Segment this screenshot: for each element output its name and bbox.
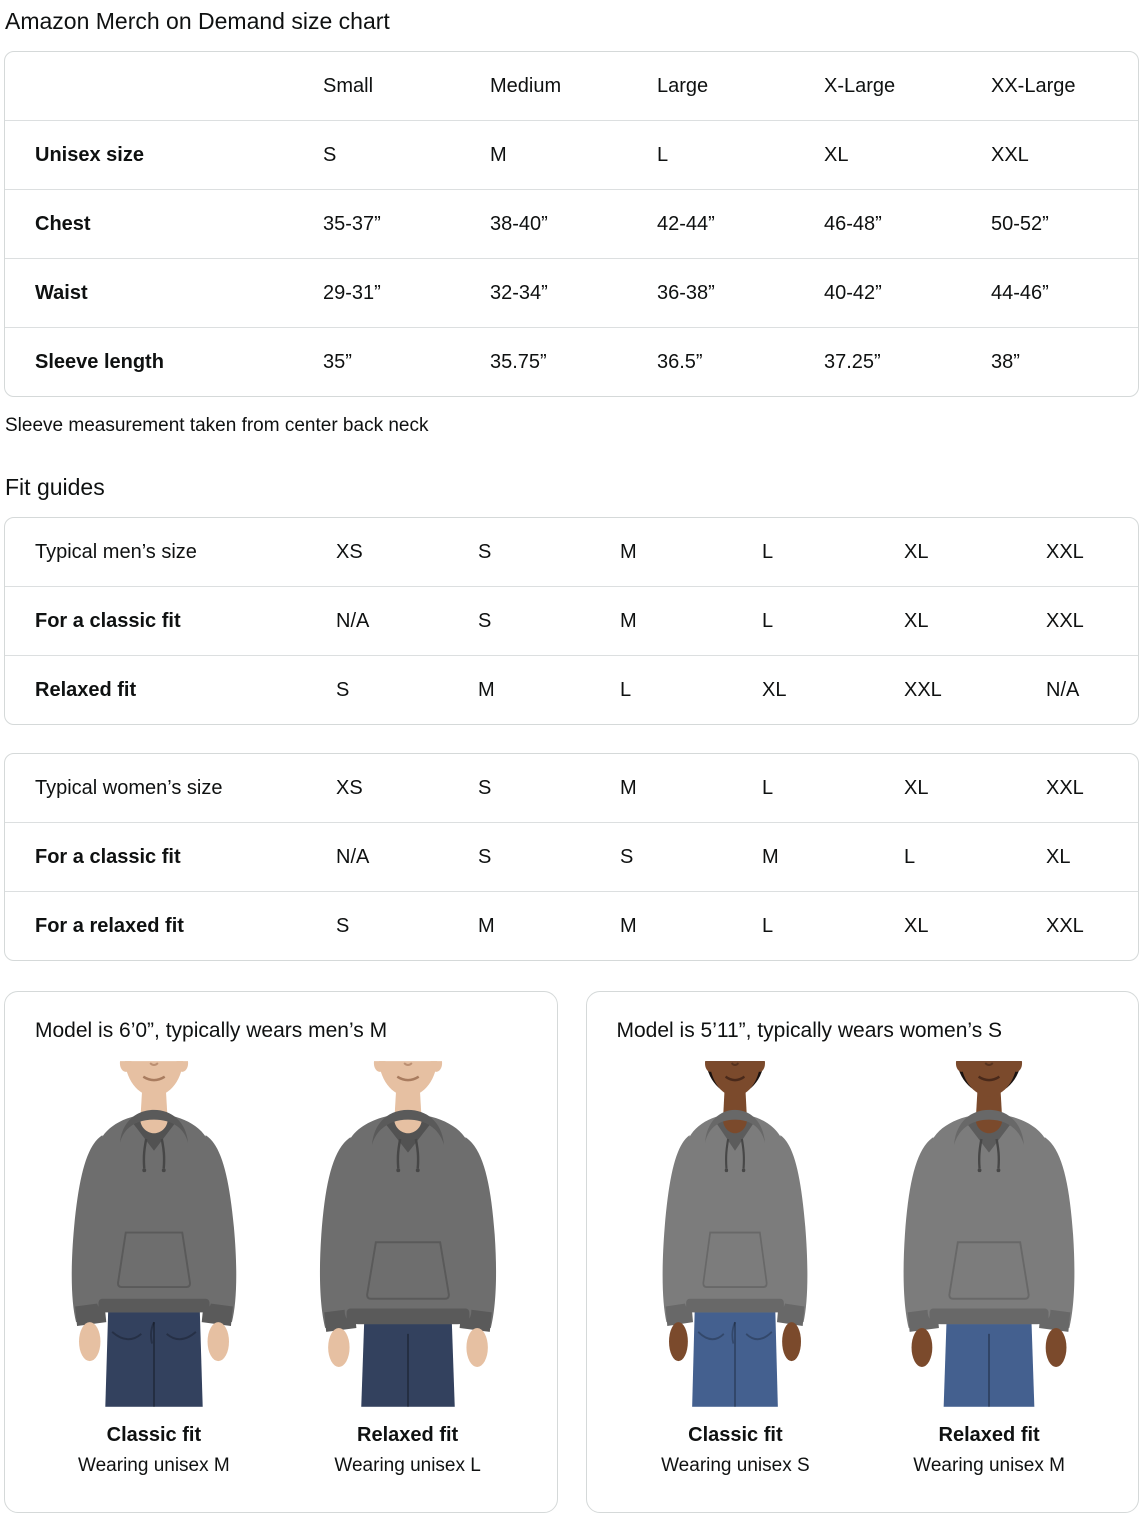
- wearing-label: Wearing unisex M: [913, 1455, 1065, 1476]
- figure-caption: [285, 1422, 531, 1479]
- size-cell: M: [490, 144, 507, 166]
- model-cards: [4, 991, 1139, 1513]
- fit-label: Classic fit: [688, 1424, 783, 1446]
- model-card-men: [4, 991, 558, 1513]
- row-label: For a classic fit: [5, 822, 336, 891]
- size-cell: 44-46”: [991, 258, 1138, 327]
- row-label: Sleeve length: [5, 327, 323, 396]
- model-figure: [31, 1058, 277, 1479]
- fit-guide-women-table: [4, 753, 1139, 961]
- size-cell: XL: [1046, 822, 1138, 891]
- size-cell: XXL: [1046, 777, 1084, 799]
- size-cell: S: [620, 822, 762, 891]
- size-cell: XL: [904, 777, 929, 799]
- size-table-col-header: X-Large: [824, 52, 991, 121]
- size-cell: 50-52”: [991, 189, 1138, 258]
- size-cell: M: [620, 541, 637, 563]
- row-label: For a classic fit: [5, 586, 336, 655]
- table-row: [5, 891, 1138, 960]
- size-cell: L: [762, 586, 904, 655]
- size-cell: S: [478, 586, 620, 655]
- size-cell: S: [478, 822, 620, 891]
- size-cell: 35.75”: [490, 327, 657, 396]
- size-cell: S: [478, 541, 492, 563]
- wearing-label: Wearing unisex L: [334, 1455, 481, 1476]
- row-label: For a relaxed fit: [5, 891, 336, 960]
- size-cell: XL: [904, 541, 929, 563]
- row-label: Typical women’s size: [35, 777, 223, 799]
- wearing-label: Wearing unisex M: [78, 1455, 230, 1476]
- table-row: [5, 327, 1138, 396]
- table-row: [5, 258, 1138, 327]
- size-table-col-header: Large: [657, 52, 824, 121]
- size-cell: 36-38”: [657, 258, 824, 327]
- row-label: Unisex size: [35, 144, 144, 166]
- row-label: Chest: [5, 189, 323, 258]
- size-cell: XL: [762, 655, 904, 724]
- size-cell: L: [620, 655, 762, 724]
- size-table-col-header: Medium: [490, 52, 657, 121]
- size-cell: XXL: [1046, 541, 1084, 563]
- size-cell: 35”: [323, 327, 490, 396]
- size-cell: XL: [824, 144, 849, 166]
- row-label: Typical men’s size: [35, 541, 197, 563]
- fit-label: Relaxed fit: [357, 1424, 459, 1446]
- size-table-col-header: XX-Large: [991, 52, 1138, 121]
- table-row: [5, 121, 1138, 189]
- size-cell: S: [323, 144, 337, 166]
- size-cell: S: [478, 777, 492, 799]
- size-cell: N/A: [1046, 655, 1138, 724]
- model-figures-row: [27, 1058, 535, 1479]
- size-cell: XXL: [904, 655, 1046, 724]
- size-cell: N/A: [336, 586, 478, 655]
- size-cell: 32-34”: [490, 258, 657, 327]
- size-cell: M: [478, 655, 620, 724]
- size-cell: XXL: [1046, 891, 1138, 960]
- female-relaxed-fit-model-photo: [877, 1058, 1101, 1410]
- size-cell: M: [762, 822, 904, 891]
- size-cell: 46-48”: [824, 189, 991, 258]
- size-cell: L: [762, 891, 904, 960]
- size-cell: 38”: [991, 327, 1138, 396]
- table-row: [5, 754, 1138, 822]
- size-cell: XL: [904, 586, 1046, 655]
- fit-label: Relaxed fit: [938, 1424, 1040, 1446]
- model-figure: [866, 1058, 1112, 1479]
- row-label: Waist: [5, 258, 323, 327]
- male-classic-fit-model-photo: [42, 1058, 266, 1410]
- size-cell: N/A: [336, 822, 478, 891]
- size-cell: XXL: [991, 144, 1029, 166]
- table-row: [5, 822, 1138, 891]
- female-classic-fit-model-photo: [623, 1058, 847, 1410]
- size-cell: M: [620, 586, 762, 655]
- figure-caption: [866, 1422, 1112, 1479]
- size-cell: XXL: [1046, 586, 1138, 655]
- table-row: [5, 586, 1138, 655]
- size-cell: 38-40”: [490, 189, 657, 258]
- size-cell: 42-44”: [657, 189, 824, 258]
- size-cell: 29-31”: [323, 258, 490, 327]
- size-table-col-header: Small: [323, 52, 490, 121]
- size-chart-page: [4, 8, 1139, 1513]
- size-table: [4, 51, 1139, 397]
- size-cell: 36.5”: [657, 327, 824, 396]
- size-cell: L: [762, 777, 774, 799]
- size-table-header-row: [5, 52, 1138, 121]
- model-card-heading: Model is 5’11”, typically wears women’s S: [616, 1019, 1003, 1042]
- size-cell: 35-37”: [323, 189, 490, 258]
- page-title: Amazon Merch on Demand size chart: [5, 8, 390, 34]
- size-cell: L: [904, 822, 1046, 891]
- size-table-corner-cell: [5, 52, 323, 121]
- model-figures-row: [609, 1058, 1117, 1479]
- table-row: [5, 518, 1138, 586]
- table-row: [5, 655, 1138, 724]
- model-card-heading: Model is 6’0”, typically wears men’s M: [35, 1019, 388, 1042]
- size-cell: XS: [336, 541, 363, 563]
- size-cell: L: [762, 541, 774, 563]
- row-label: Relaxed fit: [5, 655, 336, 724]
- size-cell: XS: [336, 777, 363, 799]
- size-cell: M: [620, 891, 762, 960]
- fit-guides-heading: Fit guides: [5, 474, 105, 500]
- size-cell: M: [620, 777, 637, 799]
- male-relaxed-fit-model-photo: [296, 1058, 520, 1410]
- model-figure: [612, 1058, 858, 1479]
- size-cell: L: [657, 144, 669, 166]
- fit-label: Classic fit: [106, 1424, 202, 1446]
- size-cell: 40-42”: [824, 258, 991, 327]
- size-cell: 37.25”: [824, 327, 991, 396]
- size-cell: S: [336, 891, 478, 960]
- wearing-label: Wearing unisex S: [661, 1455, 810, 1476]
- model-figure: [285, 1058, 531, 1479]
- fit-guide-men-table: [4, 517, 1139, 725]
- size-cell: S: [336, 655, 478, 724]
- figure-caption: [612, 1422, 858, 1479]
- sleeve-note: Sleeve measurement taken from center back neck: [5, 415, 429, 436]
- table-row: [5, 189, 1138, 258]
- size-cell: M: [478, 891, 620, 960]
- model-card-women: [586, 991, 1140, 1513]
- size-cell: XL: [904, 891, 1046, 960]
- figure-caption: [31, 1422, 277, 1479]
